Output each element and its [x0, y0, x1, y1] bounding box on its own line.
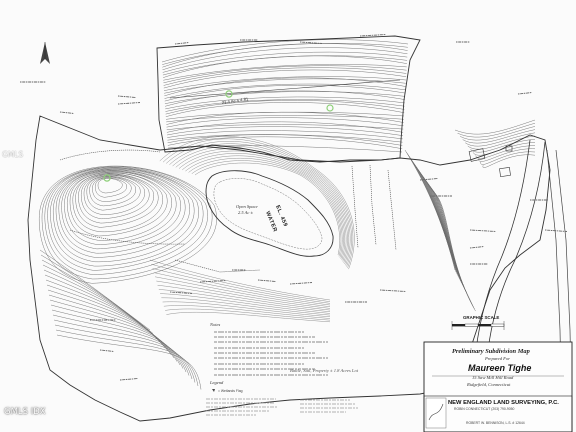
contour-line: [45, 167, 208, 274]
contour-line: [156, 281, 330, 308]
adjoining-owner-label: [100, 350, 114, 352]
north-arrow: [40, 42, 50, 64]
contour-lines-west: [39, 166, 216, 389]
adjoining-owner-label: [175, 43, 189, 45]
bottom-disclaimer-lines: [206, 399, 358, 415]
adjoining-owner-label: [258, 280, 276, 282]
contour-lines-center: [150, 136, 354, 321]
adjoining-owner-label: [470, 247, 484, 249]
contour-line: [98, 178, 122, 193]
notes-heading: Notes: [210, 322, 221, 327]
adjoining-owner-label: [380, 290, 406, 292]
well-marker-north-east: [327, 105, 333, 111]
contour-line: [167, 127, 403, 136]
contour-line: [162, 43, 408, 64]
contour-line: [150, 260, 330, 300]
svg-text:= Wetlands Flag: = Wetlands Flag: [218, 389, 243, 393]
contour-line: [76, 174, 159, 228]
contour-line: [54, 320, 192, 379]
adjoining-owner-label: [470, 230, 496, 232]
adjoining-owner-labels: [20, 35, 567, 381]
adjoining-owner-label: [60, 112, 74, 114]
stone-wall: [60, 150, 160, 160]
adjoining-owner-label: [360, 35, 386, 37]
contour-line: [163, 139, 353, 268]
contour-line: [165, 100, 404, 112]
contour-line: [44, 270, 162, 344]
east-lot-structures: [469, 146, 512, 177]
open-space-label: Open Space: [236, 204, 258, 209]
contour-line: [408, 154, 457, 274]
title-block-town: Ridgefield, Connecticut: [467, 382, 511, 387]
contour-line: [179, 151, 346, 261]
lot-area-label: 21.4 Ac ± 4.81: [221, 96, 249, 105]
watermark-left-edge: GMLS: [2, 150, 24, 159]
contour-line: [166, 102, 404, 116]
legend-heading: Legend: [210, 380, 224, 385]
contour-line: [164, 306, 330, 319]
title-block-prepared-for: Prepared For: [485, 356, 511, 361]
adjoining-owner-label: [118, 96, 136, 98]
surveyor-company: NEW ENGLAND LAND SURVEYING, P.C.: [448, 400, 559, 406]
watermark: GMLS IDX: [4, 407, 46, 417]
contour-line: [73, 173, 163, 232]
stone-wall: [388, 170, 396, 250]
ridge-line: [170, 80, 400, 98]
contour-line: [166, 312, 330, 322]
contour-line: [167, 118, 404, 127]
contour-line: [166, 115, 404, 121]
contour-line: [166, 141, 351, 266]
contour-line: [57, 335, 201, 390]
contour-line: [165, 91, 405, 103]
contour-line: [153, 268, 330, 303]
title-block-address: 15 Saw Mill Hill Road: [472, 375, 514, 380]
surveyor-stamp: [426, 398, 446, 428]
contour-line: [90, 177, 136, 206]
title-block-title: Preliminary Subdivision Map: [452, 348, 530, 355]
contour-line: [92, 177, 131, 201]
title-block-owner: Maureen Tighe: [468, 363, 532, 373]
graphic-scale-label: GRAPHIC SCALE: [463, 315, 500, 320]
adjoining-owner-label: [290, 283, 312, 285]
handwritten-note: Battle, Sail, Property ± 1.8 Acres Lot: [290, 368, 359, 373]
contour-line: [463, 130, 535, 144]
contour-line: [163, 302, 330, 317]
garage-footprint: [499, 167, 510, 176]
adjoining-owner-label: [545, 230, 567, 232]
contour-line: [167, 135, 402, 143]
contour-line: [87, 176, 140, 210]
stone-wall: [370, 165, 376, 245]
contour-line: [409, 156, 458, 276]
contour-line: [405, 150, 455, 270]
graphic-scale: [452, 315, 504, 330]
contour-line: [165, 84, 406, 98]
water-elevation-label: EL. 459: [274, 204, 289, 228]
contour-line: [465, 133, 535, 146]
water-label: WATER: [264, 210, 278, 234]
adjoining-owner-label: [118, 103, 140, 105]
stone-wall: [175, 260, 260, 272]
open-space-area: 2.5 Ac ±: [238, 210, 254, 215]
legend-wetland-flag: [212, 389, 243, 393]
surveyor-signer: ROBERT W. BENNISON, L.S. # 12644: [466, 421, 525, 425]
surveyor-address: ROBIN CONNECTICUT (203) 790-9050: [454, 407, 515, 411]
adjoining-owner-label: [518, 93, 532, 95]
adjoining-owner-label: [300, 42, 322, 44]
contour-line: [406, 152, 456, 272]
title-block: [424, 342, 572, 432]
contour-line: [176, 149, 348, 263]
adjoining-owner-label: [120, 379, 138, 381]
contour-line: [81, 175, 149, 219]
contour-line: [411, 159, 460, 279]
